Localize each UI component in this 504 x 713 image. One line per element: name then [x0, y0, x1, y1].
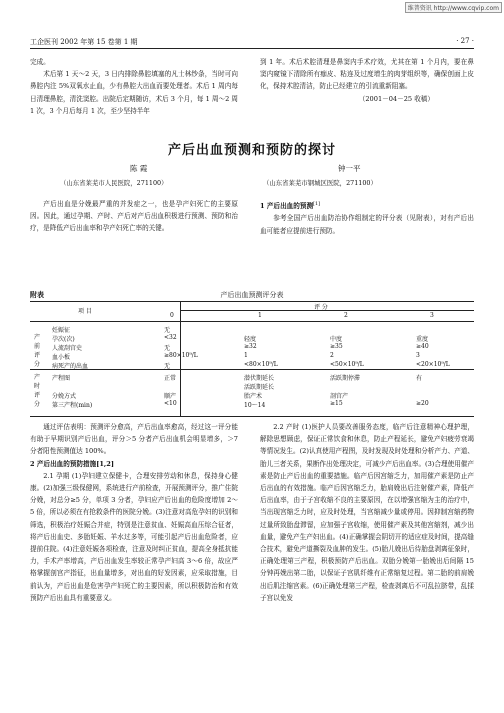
table-cell: 胎产术 — [244, 393, 263, 400]
received-date: （2001－04－25 收稿） — [358, 94, 434, 103]
table-rule — [30, 301, 474, 302]
score-3: 3 — [430, 312, 434, 319]
table-cell: ≥40 — [416, 343, 429, 350]
table-cell: 1 — [244, 352, 248, 359]
table-cell: 有 — [416, 375, 423, 382]
body-left-column — [30, 421, 238, 604]
table-cell: 重度 — [416, 336, 429, 343]
intro-left — [30, 198, 238, 235]
body-right-column — [260, 421, 474, 604]
paragraph: 2.1 孕期 (1)孕妇建立保健卡，合理安排劳动和休息，保持身心健康。(2)加强三级保健网，系统进行产前检查，开展预测评分，推广住院分娩，对总分≥5 分，单项 3 分者，孕妇应产后出血的危险度增加 2～5 倍，所以必须在有抢救条件的医院分娩。(3)注意对高危孕妇的识别和筛选，积极治疗妊娠合并症，特别是注意贫血、妊娠高血压综合征者，将产后出血史、多胎妊娠、羊水过多等，可能引起产后出血危险者，应提前住院。(4)注意妊娠各项检查，注意及时纠正贫血，提高全身抵抗能力，手术产率增高，产后出血发生率较正常孕产妇高 3～6 倍，故应严格掌握剖宫产指征，出血量增多，对出血的好发因素，应采取措施，目前认为，产后出血是危害孕产妇死亡的主要因素，所以积极防治和有效预防产后出血具有重要意义。 — [30, 471, 238, 602]
group-label: 产时评分 — [34, 374, 41, 408]
table-row-label: 产程图 — [52, 375, 71, 382]
score-table — [30, 301, 474, 417]
table-row-label: 人流刮宫史 — [52, 345, 83, 352]
score-0: 0 — [170, 312, 174, 319]
affiliation-1: （山东省莱芜市人民医院，271100） — [60, 179, 168, 187]
group-label: 产前评分 — [34, 334, 41, 368]
paragraph: 通过评估表明：预测评分愈高，产后出血率愈高，经过这一评分能有助于早期识别产后出血，评分＞5 分者产后出血机会明显增多，＞7 分者阳性预测值达 100%。 — [30, 423, 238, 456]
table-title: 产后出血预测评分表 — [220, 291, 284, 299]
table-label: 附表 — [30, 290, 44, 299]
affiliation-2: （山东省莱芜市钢城区医院，271100） — [263, 179, 377, 187]
table-cell: 2 — [330, 352, 334, 359]
table-cell: 轻度 — [244, 336, 257, 343]
table-row-label: 血小板 — [52, 354, 71, 361]
table-cell: <80×10⁹/L — [244, 361, 278, 368]
author-2: 钟一平 — [338, 164, 361, 173]
paragraph: 完成。 — [30, 58, 50, 66]
table-row-label: 第三产程(min) — [52, 402, 93, 409]
article-title: 产后出血预测和预防的探讨 — [167, 143, 336, 158]
citation: [1] — [313, 201, 321, 207]
table-cell: 潜伏期延长 — [244, 375, 275, 382]
section-heading: 1 产后出血的预测 — [260, 202, 314, 211]
table-cell: <50×10⁹/L — [330, 361, 364, 368]
journal-name: 工企医刊 2002 年第 15 卷第 1 期 — [30, 38, 138, 46]
table-cell: 3 — [416, 352, 420, 359]
table-cell: <10 — [164, 400, 177, 407]
table-cell: ≥32 — [244, 343, 257, 350]
table-rule — [30, 369, 474, 370]
header-rule — [30, 48, 474, 49]
score-2: 2 — [344, 312, 348, 319]
table-cell: 顺产 — [164, 393, 177, 400]
author-1: 陈 霞 — [130, 164, 148, 173]
intro-right — [260, 198, 474, 237]
table-cell: 10～14 — [244, 402, 266, 409]
paragraph: 参考全国产后出血防治协作组制定的评分表（见附表），对有产后出血可能者应提前进行预防。 — [260, 214, 474, 235]
table-rule — [30, 416, 474, 417]
paragraph: 产后出血是分娩最严重的并发症之一，也是孕产妇死亡的主要原因。因此，通过孕期、产时、产后对产后出血积极进行预测、预防和治疗，是降低产后出血率和孕产妇死亡率的关键。 — [30, 200, 238, 233]
table-cell: ≥20 — [416, 400, 429, 407]
table-row-label: 分娩方式 — [52, 393, 77, 400]
table-cell: 正常 — [164, 375, 177, 382]
table-row-label: 病死产的出血 — [52, 363, 89, 370]
table-cell: 无 — [164, 327, 171, 334]
table-cell: 无 — [164, 345, 171, 352]
table-cell: ≥35 — [330, 343, 343, 350]
page-number: · 27 · — [456, 37, 474, 45]
col-header-score: 评 分 — [314, 304, 328, 311]
table-cell: 活跃期延长 — [244, 384, 275, 391]
table-cell: ≥15 — [330, 400, 343, 407]
table-cell: <32 — [164, 334, 177, 341]
top-left-column — [30, 56, 238, 117]
table-row-label: 妊娠征 — [52, 327, 71, 334]
table-row-label: 孕次(次) — [52, 336, 75, 343]
table-rule — [30, 321, 474, 322]
col-header-item: 项 目 — [78, 308, 92, 315]
watermark: 维普资讯 http://www.cqvip.com — [405, 2, 502, 13]
table-cell: ≥80×10⁹/L — [164, 352, 198, 359]
section-heading: 2 产后出血的预防措施[1,2] — [30, 459, 114, 468]
table-cell: <20×10⁹/L — [416, 361, 450, 368]
paragraph: 术后第 1 天～2 天，3 日内排除鼻腔填塞的凡士林纱条，当时可向鼻腔内注 5%双氧水止血，少有鼻腔大出血而要处理者。术后 1 周内每日清理鼻腔，清洗窦腔。出院后定期随访，术后 3 个月，每 1 周～2 周 1 次，3 个月后每月 1 次，至少坚持半年 — [30, 70, 238, 115]
paragraph: 到 1 年。术后术腔清理是鼻窦内手术疗效，尤其在第 1 个月内，要在鼻窦内窥镜下清除所有痂皮、粘连及过度增生的肉芽组织等，确保创面上皮化，保持术腔清洁，防止已经建立的引流重新阻塞。 — [260, 58, 474, 91]
table-cell: 中度 — [330, 336, 343, 343]
table-cell: 剖宫产 — [330, 393, 349, 400]
score-1: 1 — [258, 312, 262, 319]
table-cell: 无 — [164, 363, 171, 370]
paragraph: 2.2 产时 (1)医护人员要改善服务态度，临产后注意精神心理护理，解除思想顾虑，保证正常饮食和休息，防止产程延长，避免产妇疲劳衰竭等情况发生。(2)认真使用产程图，及时发现及时处理和分析产力、产道、胎儿三者关系，果断作出处理决定，可减少产后出血率。(3)合理使用催产素是防止产后出血的重要措施。临产后因宫缩乏力，加用催产素是防止产后出血的有效措施。临产后因宫缩乏力，胎肩娩出后注射催产素，降低产后出血率，由于子宫收缩不良的主要原因，在以增强宫缩为主的治疗中，当出现宫缩乏力时，应及时处理，当宫缩减少量或停用。因抑制宫缩药物过量所致胎盘滞留，应加强子宫收缩，使用催产素及其他宫缩剂，减少出血量，避免产生产妇出血。(4)正确掌握会阴切开的适应症及时间，提高缝合技术，避免产道撕裂及血肿的发生。(5)胎儿娩出后待胎盘剥离征象时，正确处理第三产程，积极预防产后出血。双胎分娩第一胎娩出后间隔 15 分钟再娩出第二胎，以保证子宫肌纤维有正常缩复过程。第二胎的前肩娩出后肌注缩宫素。(6)正确处理第三产程，检查剥离后不可乱拉脐带，乱揉子宫以免发 — [260, 423, 474, 602]
top-right-column — [260, 56, 474, 105]
table-cell: 活跃期停滞 — [330, 375, 361, 382]
